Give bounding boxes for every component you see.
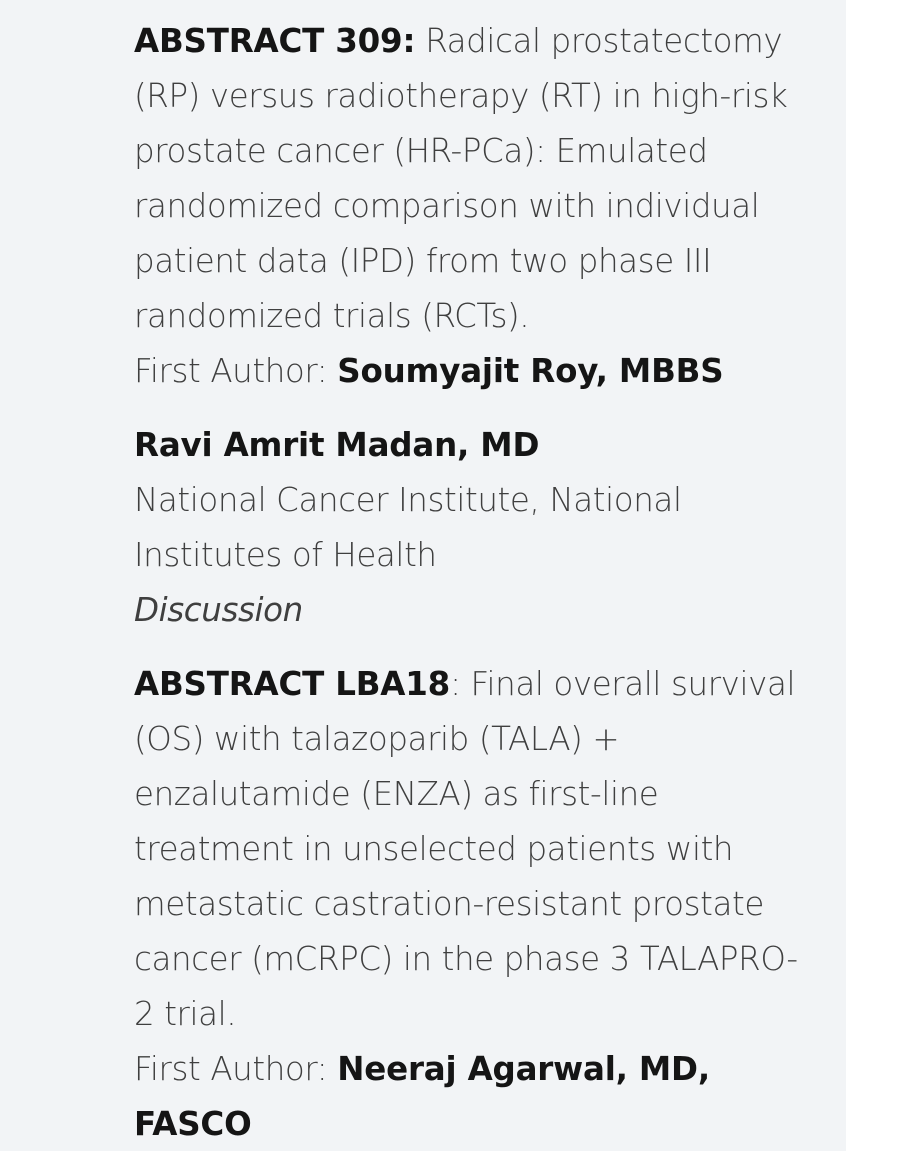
first-author-prefix: First Author: [134, 1050, 338, 1088]
abstract-309-entry [134, 14, 814, 399]
discussant-role: Discussion [134, 591, 303, 629]
abstract-lba18-title-text: : Final overall survival (OS) with talazoparib (TALA) + enzalutamide (ENZA) as first-line treatment in unselected patients with metastatic castration-resistant prostate cancer (mCRPC) in the phase 3 TALAPRO-2 trial. [134, 665, 798, 1033]
discussant-name: Ravi Amrit Madan, MD [134, 426, 540, 464]
abstract-lba18-first-author [134, 1042, 814, 1151]
abstract-309-title-text: Radical prostatectomy (RP) versus radiotherapy (RT) in high-risk prostate cancer (HR-PCa): Emulated randomized comparison with individual patient data (IPD) from two phase III randomized trials (RCTs). [134, 22, 788, 335]
content [134, 14, 814, 1151]
spacer [134, 399, 814, 418]
first-author-prefix: First Author: [134, 352, 338, 390]
discussant-entry [134, 418, 814, 638]
abstract-309-title [134, 14, 814, 344]
abstract-lba18-entry [134, 657, 814, 1151]
abstract-309-label: ABSTRACT 309: [134, 22, 416, 60]
first-author-name: Soumyajit Roy, MBBS [337, 352, 724, 390]
abstract-lba18-label: ABSTRACT LBA18 [134, 665, 451, 703]
first-author-name: Neeraj Agarwal, MD, FASCO [134, 1050, 710, 1143]
abstract-lba18-title [134, 657, 814, 1042]
abstract-309-first-author [134, 344, 814, 399]
spacer [134, 638, 814, 657]
discussant-affiliation: National Cancer Institute, National Institutes of Health [134, 481, 682, 574]
